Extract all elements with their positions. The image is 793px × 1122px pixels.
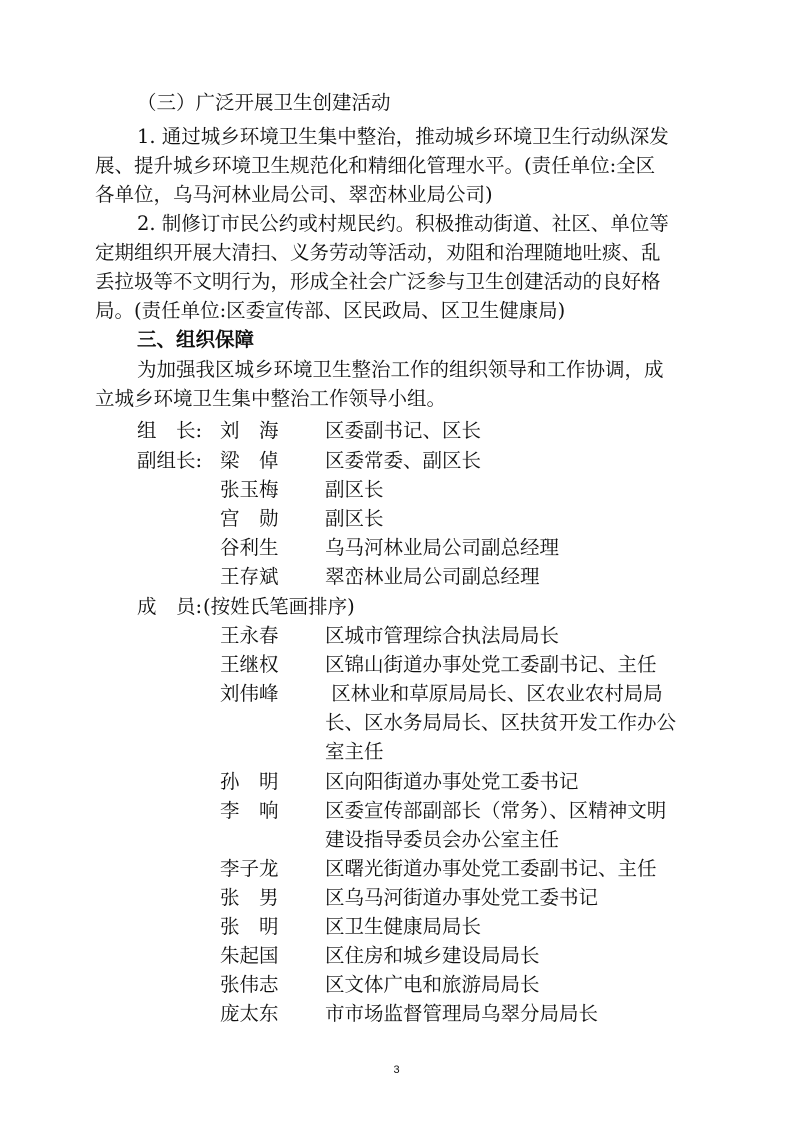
leader-role: 组 长: xyxy=(137,419,203,442)
paragraph-1-line-2: 展、提升城乡环境卫生规范化和精细化管理水平。(责任单位:全区 xyxy=(95,154,656,177)
member-row xyxy=(0,769,793,795)
deputy-title: 副区长 xyxy=(325,507,384,530)
member-name: 王永春 xyxy=(220,624,279,647)
member-row xyxy=(0,652,793,678)
member-name: 朱起国 xyxy=(220,944,279,967)
leader-name: 刘 海 xyxy=(220,419,279,442)
member-row-continued xyxy=(0,710,793,736)
member-name: 张 明 xyxy=(220,915,279,938)
member-title: 区林业和草原局局长、区农业农村局局 xyxy=(325,682,663,705)
deputy-row xyxy=(0,448,793,474)
leader-title: 区委副书记、区长 xyxy=(325,419,482,442)
member-row xyxy=(0,681,793,707)
member-title: 区城市管理综合执法局局长 xyxy=(325,624,560,647)
leader-row xyxy=(0,418,793,444)
deputy-title: 翠峦林业局公司副总经理 xyxy=(325,565,540,588)
members-role: 成 员: xyxy=(137,595,203,618)
member-name: 孙 明 xyxy=(220,770,279,793)
org-intro-line-1: 为加强我区城乡环境卫生整治工作的组织领导和工作协调，成 xyxy=(137,358,664,381)
paragraph-2-line-3: 丢拉圾等不文明行为，形成全社会广泛参与卫生创建活动的良好格 xyxy=(95,270,661,293)
member-row xyxy=(0,798,793,824)
deputy-row xyxy=(0,477,793,503)
member-row xyxy=(0,1001,793,1027)
org-heading: 三、组织保障 xyxy=(137,328,255,351)
member-title-continued: 建设指导委员会办公室主任 xyxy=(325,828,560,851)
org-intro-line-2: 立城乡环境卫生集中整治工作领导小组。 xyxy=(95,387,447,410)
paragraph-2-line-2: 定期组织开展大清扫、义务劳动等活动，劝阻和治理随地吐痰、乱 xyxy=(95,241,661,264)
member-name: 张 男 xyxy=(220,886,279,909)
section-heading: （三）广泛开展卫生创建活动 xyxy=(137,91,391,114)
paragraph-1-line-3: 各单位，乌马河林业局公司、翠峦林业局公司) xyxy=(95,183,493,206)
member-title-continued: 长、区水务局局长、区扶贫开发工作办公 xyxy=(325,711,677,734)
members-note: (按姓氏笔画排序) xyxy=(203,595,355,618)
member-row xyxy=(0,623,793,649)
paragraph-1-line-1: 1. 通过城乡环境卫生集中整治，推动城乡环境卫生行动纵深发 xyxy=(137,125,669,148)
member-row xyxy=(0,914,793,940)
deputy-row xyxy=(0,535,793,561)
page-number: 3 xyxy=(393,1064,400,1076)
member-name: 刘伟峰 xyxy=(220,682,279,705)
member-name: 王继权 xyxy=(220,653,279,676)
paragraph-2-line-1: 2. 制修订市民公约或村规民约。积极推动街道、社区、单位等 xyxy=(137,212,669,235)
member-title: 区住房和城乡建设局局长 xyxy=(325,944,540,967)
member-title: 区向阳街道办事处党工委书记 xyxy=(325,770,579,793)
member-row-continued xyxy=(0,739,793,765)
deputy-name: 谷利生 xyxy=(220,536,279,559)
deputy-row xyxy=(0,506,793,532)
member-title: 区文体广电和旅游局局长 xyxy=(325,973,540,996)
member-title: 市市场监督管理局乌翠分局局长 xyxy=(325,1002,599,1025)
deputy-title: 区委常委、副区长 xyxy=(325,449,482,472)
deputy-name: 王存斌 xyxy=(220,565,279,588)
deputy-role: 副组长: xyxy=(137,449,203,472)
member-row xyxy=(0,885,793,911)
deputy-row xyxy=(0,564,793,590)
members-header-row xyxy=(0,594,793,620)
deputy-name: 梁 倬 xyxy=(220,449,279,472)
member-row-continued xyxy=(0,827,793,853)
member-title: 区委宣传部副部长（常务）、区精神文明 xyxy=(325,799,667,822)
member-row xyxy=(0,943,793,969)
member-title: 区卫生健康局局长 xyxy=(325,915,482,938)
member-title-continued: 室主任 xyxy=(325,740,384,763)
member-name: 李 响 xyxy=(220,799,279,822)
deputy-title: 副区长 xyxy=(325,478,384,501)
member-name: 庞太东 xyxy=(220,1002,279,1025)
member-title: 区乌马河街道办事处党工委书记 xyxy=(325,886,599,909)
deputy-name: 张玉梅 xyxy=(220,478,279,501)
deputy-name: 宫 勋 xyxy=(220,507,279,530)
member-name: 李子龙 xyxy=(220,857,279,880)
paragraph-2-line-4: 局。(责任单位:区委宣传部、区民政局、区卫生健康局) xyxy=(95,299,566,322)
member-title: 区曙光街道办事处党工委副书记、主任 xyxy=(325,857,657,880)
deputy-title: 乌马河林业局公司副总经理 xyxy=(325,536,560,559)
member-name: 张伟志 xyxy=(220,973,279,996)
member-title: 区锦山街道办事处党工委副书记、主任 xyxy=(325,653,657,676)
member-row xyxy=(0,972,793,998)
member-row xyxy=(0,856,793,882)
